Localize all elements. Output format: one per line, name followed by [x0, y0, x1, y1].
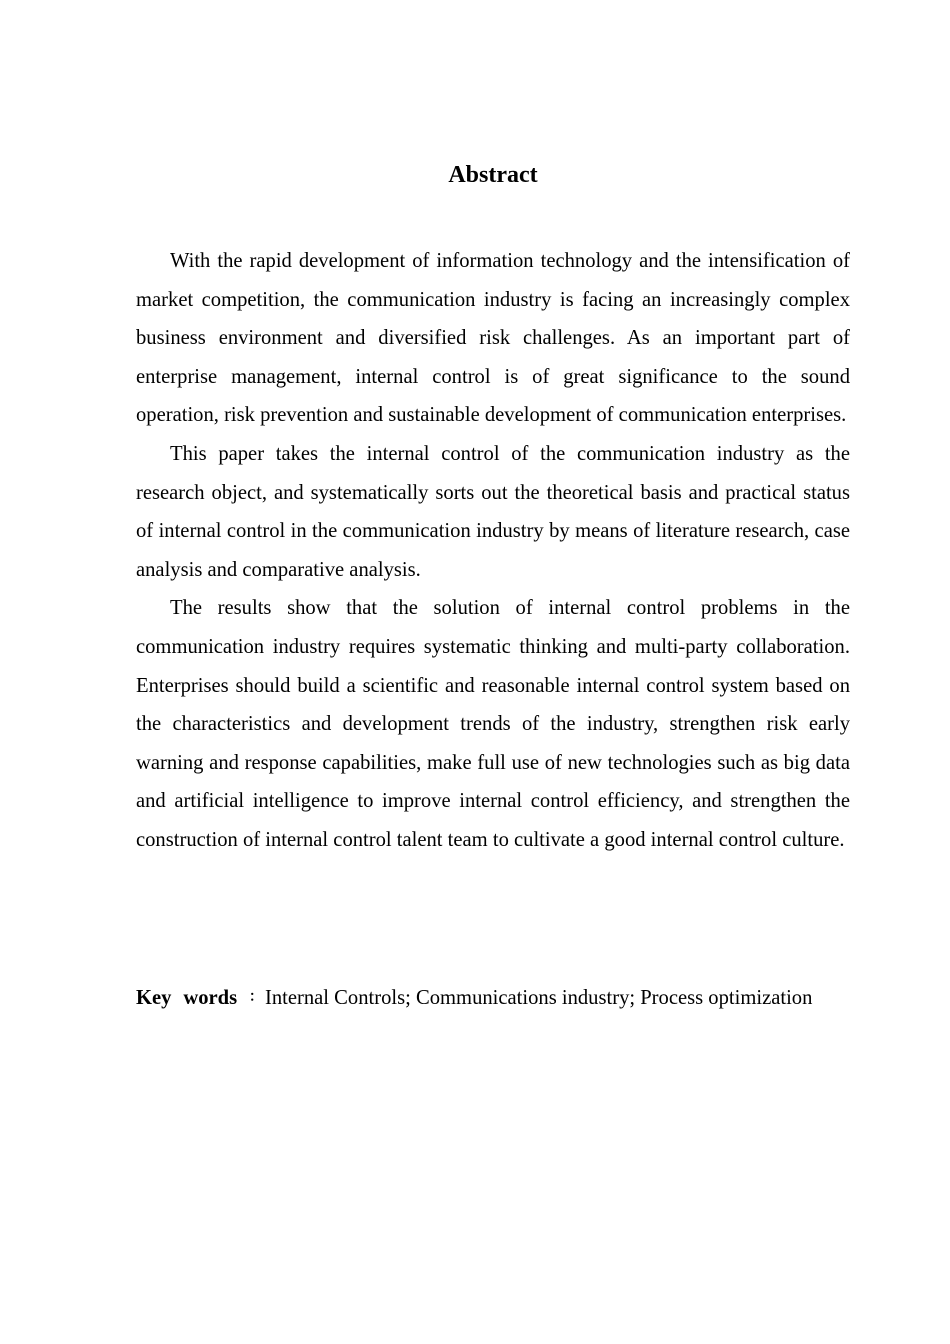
page-title: Abstract	[448, 162, 538, 188]
abstract-body	[136, 242, 850, 860]
abstract-paragraph-1: With the rapid development of information technology and the intensification of market competition, the communication industry is facing an increasingly complex business environment and diversified risk challenges. As an important part of enterprise management, internal control is of great significance to the sound operation, risk prevention and sustainable development of communication enterprises.	[136, 250, 850, 427]
abstract-paragraph-2: This paper takes the internal control of the communication industry as the research object, and systematically sorts out the theoretical basis and practical status of internal control in the communication industry by means of literature research, case analysis and comparative analysis.	[136, 442, 850, 581]
keywords-label-words: words	[183, 987, 238, 1009]
keywords-colon: ：	[249, 990, 263, 1005]
keywords-label-key: Key	[136, 987, 172, 1009]
keywords-section	[136, 982, 850, 1014]
keywords-text: Internal Controls; Communications industry; Process optimization	[265, 987, 813, 1009]
keywords-label	[136, 982, 265, 1014]
abstract-paragraph-3: The results show that the solution of internal control problems in the communication industry requires systematic thinking and multi-party collaboration. Enterprises should build a scientific and reasonable internal control system based on the characteristics and development trends of the industry, strengthen risk early warning and response capabilities, make full use of new technologies such as big data and artificial intelligence to improve internal control efficiency, and strengthen the construction of internal control talent team to cultivate a good internal control culture.	[136, 597, 850, 851]
